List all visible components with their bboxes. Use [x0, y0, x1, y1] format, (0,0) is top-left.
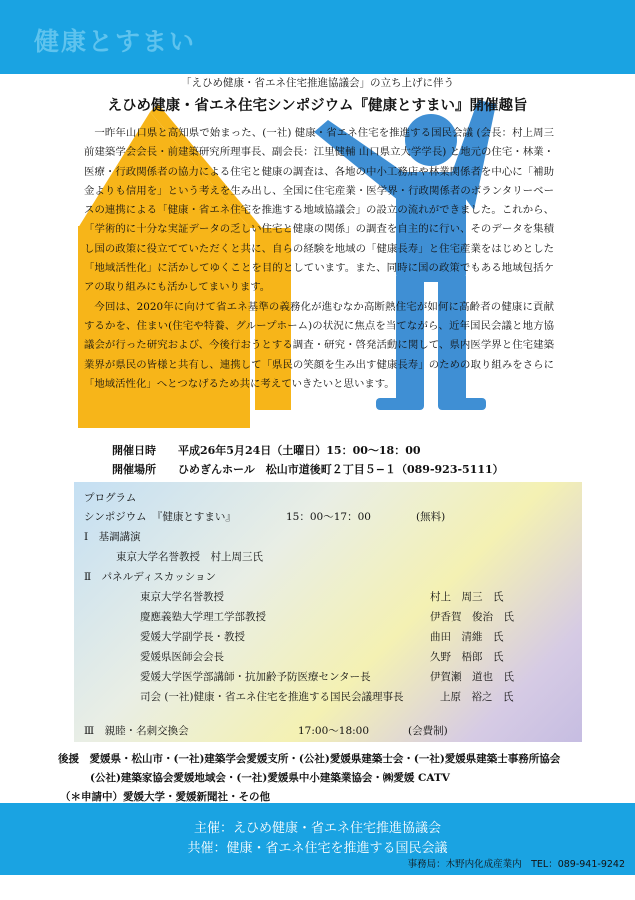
panelist-affiliation: 愛媛大学医学部講師・抗加齢予防医療センター長 — [140, 671, 371, 683]
panelist-affiliation: 慶應義塾大学理工学部教授 — [140, 611, 266, 623]
intro-paragraph-2: 今回は、2020年に向けて省エネ基準の義務化が進むなか高断熱住宅が如何に高齢者の健康に貢献するかを、住まい(住宅や特養、グループホーム)の状況に焦点を当てながら、近年国民会議と地方協議会が行った研究および、今後行おうとする調査・研究・啓発活動に関して、県内医学界と住宅建築業界が県民の皆様と共有し、連携して「県民の笑顔を生み出す健康長寿」のための取り組みをさらに「地域活性化」へとつなげるため共に考えていきたいと思います。 — [84, 300, 554, 390]
panelist-name: 伊香賀 俊治 氏 — [430, 611, 514, 623]
sponsors-line-3: （＊申請中）愛媛大学・愛媛新聞社・その他 — [60, 791, 270, 803]
header-title: 健康とすまい — [34, 27, 197, 56]
footer-banner — [0, 803, 635, 875]
panelist-name: 曲田 清維 氏 — [430, 631, 504, 643]
moderator-name: 上原 裕之 氏 — [440, 691, 514, 703]
event-venue-label: 開催場所 — [112, 463, 156, 476]
event-venue-value: ひめぎんホール 松山市道後町２丁目５−１（089-923-5111） — [178, 463, 504, 476]
intro-subtitle: 「えひめ健康・省エネ住宅推進協議会」の立ち上げに伴う — [181, 77, 454, 89]
section-panel-title: Ⅱ パネルディスカッション — [84, 571, 216, 583]
intro-paragraph-1: 一昨年山口県と高知県で始まった、(一社) 健康・省エネ住宅を推進する国民会議 (会長：村上周三 前建築学会会長・前建築研究所理事長、副会長：江里健輔 山口県立大学学長) と地元の住宅・林業・医療・行政関係者の協力による住宅と健康の調査は、各地の中小工務店や林業関係者を中心に「補助金よりも信用を」という考えを生み出し、全国に住宅産業・医学界・行政関係者のボランタリーベースの連携による「健康・省エネ住宅を推進する地域協議会」の設立の流れができました。これから、「学術的に十分な実証データの乏しい住宅と健康の関係」の調査を自主的に行い、そのデータを集積し国の政策に役立てていただくと共に、自らの経験を地域の「健康長寿」と住宅産業をはじめとした「地域活性化」に活かしてゆくことを目的としています。また、同時に国の政策でもある地域包括ケアの取り組みにも活かしてまいります。 — [84, 127, 554, 294]
section-keynote-title: Ⅰ 基調講演 — [84, 531, 141, 543]
panelist-affiliation: 愛媛県医師会会長 — [140, 651, 224, 663]
section-networking-title: Ⅲ 親睦・名刺交換会 — [84, 725, 189, 737]
moderator-affiliation: 司会 (一社)健康・省エネ住宅を推進する国民会議理事長 — [140, 691, 404, 703]
organizer-cohost: 共催：健康・省エネ住宅を推進する国民会議 — [187, 841, 448, 856]
panelist-name: 伊賀瀬 道也 氏 — [430, 671, 514, 683]
networking-fee: (会費制) — [408, 725, 448, 737]
event-date-value: 平成26年5月24日（土曜日）15：00～18：00 — [178, 444, 421, 457]
panelist-affiliation: 東京大学名誉教授 — [140, 591, 224, 603]
event-venue — [112, 461, 504, 477]
event-date — [112, 442, 421, 458]
organizer-host: 主催：えひめ健康・省エネ住宅推進協議会 — [193, 821, 441, 836]
intro-body — [84, 124, 554, 394]
office-contact: 事務局：木野内化成産業内 TEL：089-941-9242 — [407, 859, 625, 870]
symposium-fee: (無料) — [416, 511, 446, 523]
sponsors-line-2: (公社)建築家協会愛媛地域会・(一社)愛媛県中小建築業協会・㈱愛媛 CATV — [90, 772, 450, 784]
networking-time: 17:00～18:00 — [298, 725, 370, 737]
symposium-label: シンポジウム 『健康とすまい』 — [84, 511, 236, 523]
program-title: プログラム — [84, 492, 137, 504]
panelist-affiliation: 愛媛大学副学長・教授 — [140, 631, 245, 643]
sponsors-line-1: 後援 愛媛県・松山市・(一社)建築学会愛媛支所・(公社)愛媛県建築士会・(一社)愛媛県建築士事務所協会 — [58, 753, 561, 765]
symposium-time: 15：00～17：00 — [286, 511, 371, 523]
event-date-label: 開催日時 — [112, 444, 156, 457]
panelist-name: 村上 周三 氏 — [430, 591, 504, 603]
program-box — [74, 482, 582, 742]
intro-heading: えひめ健康・省エネ住宅シンポジウム『健康とすまい』開催趣旨 — [107, 97, 528, 114]
keynote-speaker: 東京大学名誉教授 村上周三氏 — [116, 551, 263, 563]
panelist-name: 久野 梧郎 氏 — [430, 651, 504, 663]
